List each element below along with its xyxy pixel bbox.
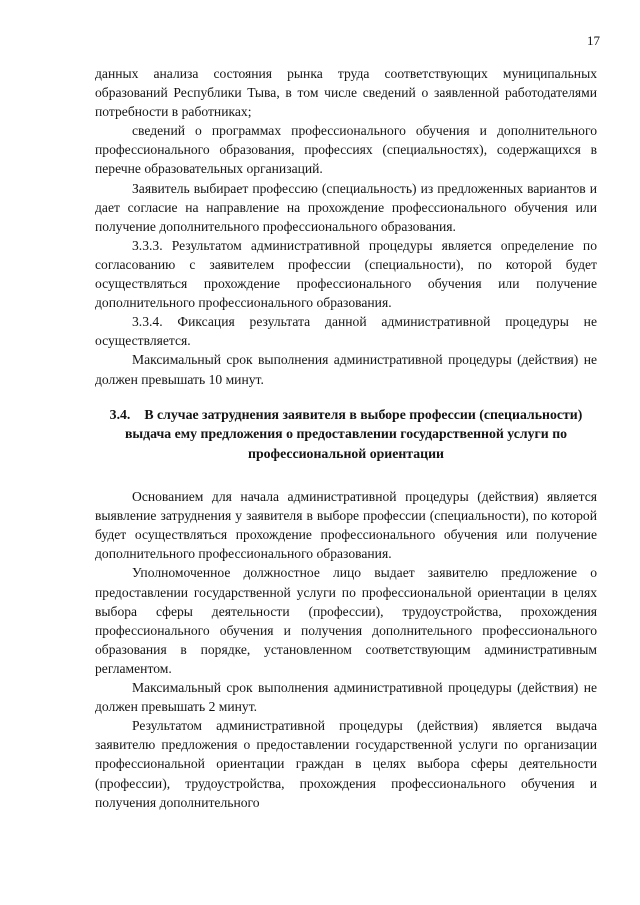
paragraph: Уполномоченное должностное лицо выдает заявителю предложение о предоставлении государственной услуги по профессиональной ориентации в целях выбора сферы деятельности (профессии), трудоустройства, прохождения профессионального обучения и получения дополнительного профессионального образования в порядке, установленном соответствующим административным регламентом. <box>95 565 597 676</box>
paragraph: 3.3.3. Результатом административной процедуры является определение по согласованию с заявителем профессии (специальности), по которой будет осуществляться прохождение профессионального обучения или получение дополнительного профессионального образования. <box>95 237 597 311</box>
document-body <box>95 64 597 812</box>
paragraph: Максимальный срок выполнения административной процедуры (действия) не должен превышать 2 минут. <box>95 680 597 715</box>
paragraph: 3.3.4. Фиксация результата данной административной процедуры не осуществляется. <box>95 314 597 349</box>
paragraph: Основанием для начала административной процедуры (действия) является выявление затруднения у заявителя в выборе профессии (специальности), по которой будет осуществляться прохождение профессионального обучения или получение дополнительного профессионального образования. <box>95 489 597 562</box>
page-number: 17 <box>587 33 600 48</box>
section-heading <box>95 405 597 464</box>
paragraph: Максимальный срок выполнения административной процедуры (действия) не должен превышать 10 минут. <box>95 352 597 387</box>
paragraph: данных анализа состояния рынка труда соответствующих муниципальных образований Республики Тыва, в том числе сведений о заявленной работодателями потребности в работниках; <box>95 66 597 120</box>
section-number: 3.4. <box>109 406 131 422</box>
spacer <box>95 463 597 487</box>
paragraph: Заявитель выбирает профессию (специальность) из предложенных вариантов и дает согласие на направление на прохождение профессионального обучения или получение дополнительного профессионального образования. <box>95 180 597 234</box>
section-title: В случае затруднения заявителя в выборе профессии (специальности) выдача ему предложения о предоставлении государственной услуги по профессиональной ориентации <box>124 406 583 461</box>
paragraph: Результатом административной процедуры (действия) является выдача заявителю предложения о предоставлении государственной услуги по организации профессиональной ориентации граждан в целях выбора сферы деятельности (профессии), трудоустройства, прохождения профессионального обучения и получения дополнительного <box>95 718 597 810</box>
paragraph: сведений о программах профессионального обучения и дополнительного профессионального образования, профессиях (специальностях), содержащихся в перечне образовательных организаций. <box>95 123 597 177</box>
